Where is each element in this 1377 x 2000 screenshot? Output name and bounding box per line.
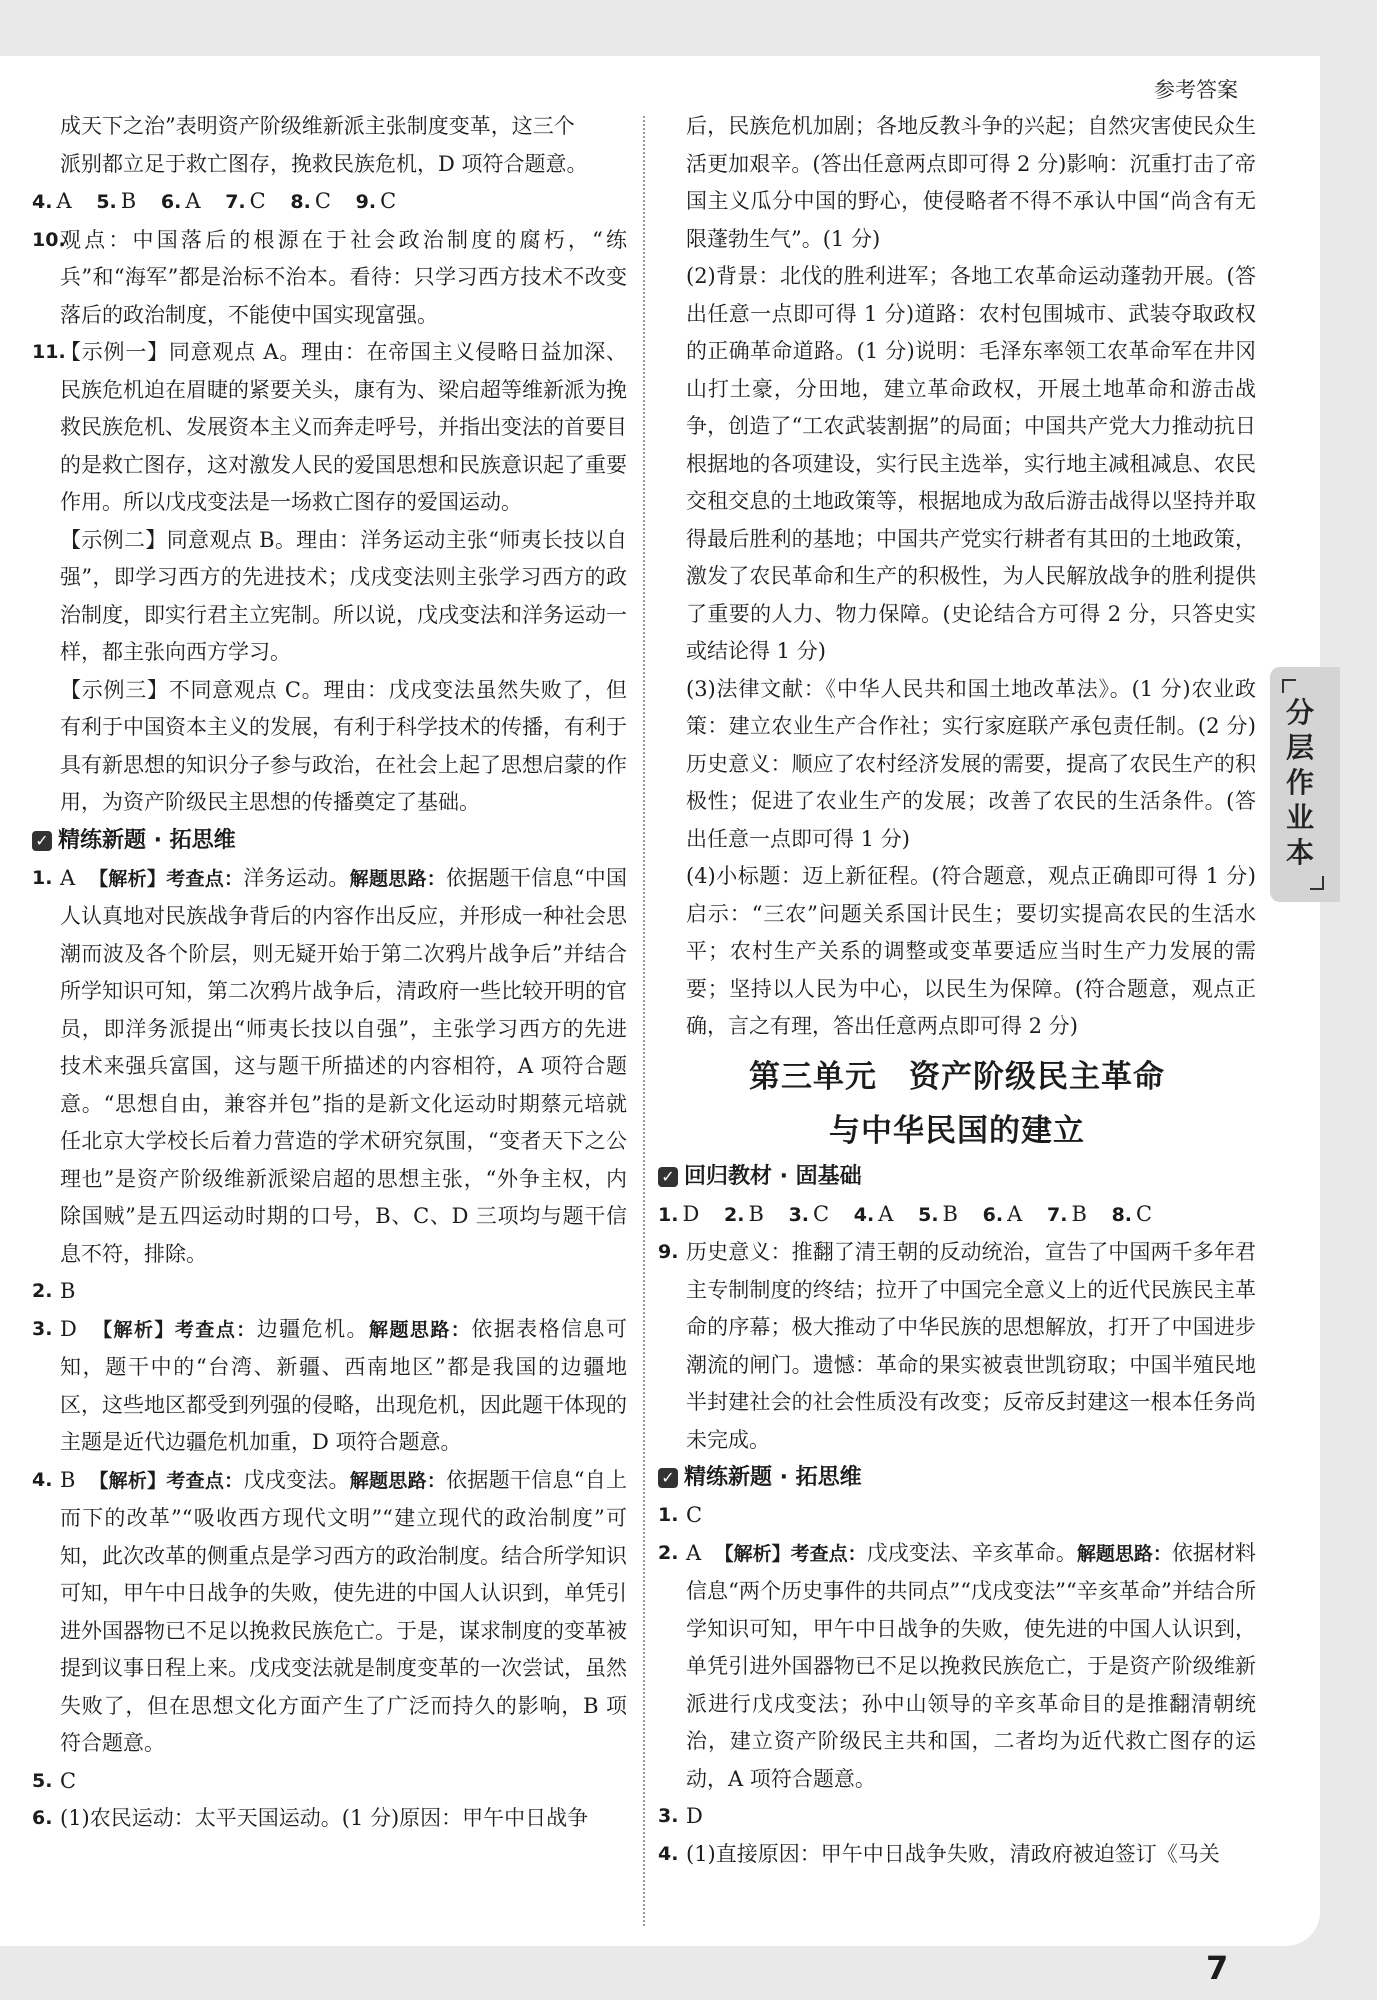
- q-number: 5.: [32, 1769, 53, 1792]
- q-number: 7.: [1046, 1203, 1068, 1226]
- page-header: 参考答案: [1154, 78, 1238, 102]
- left-column: [32, 108, 627, 1838]
- answer-letter: B: [60, 1279, 76, 1303]
- q-number: 1.: [658, 1504, 679, 1526]
- question-11: [32, 334, 627, 822]
- q-number: 4.: [32, 191, 53, 213]
- unit-title-line: 第三单元 资产阶级民主革命: [749, 1058, 1165, 1095]
- q-answer: B: [942, 1201, 958, 1226]
- key-point-label: 考查点：: [166, 867, 244, 890]
- solution-label: 解题思路：: [349, 1469, 447, 1492]
- answer-text: 观点：中国落后的根源在于社会政治制度的腐朽，“练兵”和“海军”都是治标不治本。看待：只学习西方技术不改变落后的政治制度，不能使中国实现富强。: [60, 227, 627, 327]
- text-line: 成天下之治”表明资产阶级维新派主张制度变革，这三个: [60, 114, 575, 138]
- answer-6-part1-cont: 后，民族危机加剧；各地反教斗争的兴起；自然灾害使民众生活更加艰辛。(答出任意两点即可得 2 分)影响：沉重打击了帝国主义瓜分中国的野心，使侵略者不得不承认中国“尚含有无限蓬勃生气”。(1 分): [686, 114, 1256, 251]
- check-icon: ✓: [32, 831, 52, 851]
- answer-letter: A: [60, 865, 76, 890]
- q-answer: D: [682, 1201, 700, 1226]
- section-heading: [658, 1459, 1256, 1497]
- q-number: 8.: [1111, 1203, 1133, 1226]
- answer-1: [658, 1497, 1256, 1535]
- key-point: 洋务运动。: [243, 865, 350, 890]
- key-point: 戊戌变法。: [243, 1467, 350, 1492]
- question-10: [32, 222, 627, 335]
- example-3: 【示例三】不同意观点 C。理由：戊戌变法虽然失败了，但有利于中国资本主义的发展，有利于科学技术的传播，有利于具有新思想的知识分子参与政治，在社会上起了思想启蒙的作用，为资产阶级民主思想的传播奠定了基础。: [60, 677, 627, 814]
- question-9: [658, 1234, 1256, 1459]
- q-number: 2.: [32, 1280, 53, 1302]
- unit-title-line: 与中华民国的建立: [829, 1112, 1085, 1149]
- section-heading: [32, 822, 627, 860]
- answer-2: [658, 1535, 1256, 1799]
- answer-letter: C: [686, 1503, 703, 1527]
- answer-5: [32, 1763, 627, 1801]
- q-answer: A: [1007, 1201, 1023, 1226]
- check-icon: ✓: [658, 1167, 678, 1187]
- check-icon: ✓: [658, 1468, 678, 1488]
- solution-label: 解题思路：: [349, 867, 447, 890]
- q-answer: C: [380, 189, 397, 213]
- answer-6-part4: (4)小标题：迈上新征程。(符合题意，观点正确即可得 1 分)启示：“三农”问题关系国计民生；要切实提高农民的生活水平；农村生产关系的调整或变革要适应当时生产力发展的需要；坚持以人民为中心，以民生为保障。(符合题意，观点正确，言之有理，答出任意两点即可得 2 分): [686, 864, 1256, 1038]
- page-number: 7: [1206, 1949, 1229, 1987]
- answer-2: [32, 1273, 627, 1311]
- answer-letter: A: [686, 1540, 702, 1565]
- answer-1: [32, 860, 627, 1274]
- q-number: 4.: [853, 1203, 875, 1226]
- solution-text: 依据材料信息“两个历史事件的共同点”“戊戌变法”“辛亥革命”并结合所学知识可知，甲午中日战争的失败，使先进的中国人认识到，单凭引进外国器物已不足以挽救民族危亡，于是资产阶级维新派进行戊戌变法；孙中山领导的辛亥革命目的是推翻清朝统治，建立资产阶级民主共和国，二者均为近代救亡图存的运动，A 项符合题意。: [686, 1540, 1256, 1791]
- text-line: 派别都立足于救亡图存，挽救民族危机，D 项符合题意。: [60, 151, 588, 176]
- q-number: 2.: [658, 1541, 679, 1564]
- analysis-label: 【解析】: [89, 867, 167, 890]
- side-tab-label: 分层作业本: [1285, 696, 1314, 869]
- solution-text: 依据表格信息可知，题干中的“台湾、新疆、西南地区”都是我国的边疆地区，这些地区都受到列强的侵略，出现危机，因此题干体现的主题是近代边疆危机加重，D 项符合题意。: [60, 1316, 627, 1454]
- q-number: 8.: [290, 191, 311, 213]
- analysis-label: 【解析】: [89, 1469, 167, 1492]
- answer-4: [32, 1462, 627, 1763]
- q-number: 3.: [658, 1805, 679, 1827]
- answer-text: (1)直接原因：甲午中日战争失败，清政府被迫签订《马关: [686, 1841, 1220, 1866]
- solution-label: 解题思路：: [1076, 1542, 1172, 1565]
- bracket-open-icon: [1282, 679, 1296, 693]
- solution-text: 依据题干信息“中国人认真地对民族战争背后的内容作出反应，并形成一种社会思潮而波及各个阶层，则无疑开始于第二次鸦片战争后”并结合所学知识可知，第二次鸦片战争后，清政府一些比较开明的官员，即洋务派提出“师夷长技以自强”，主张学习西方的先进技术来强兵富国，这与题干所描述的内容相符，A 项符合题意。“思想自由，兼容并包”指的是新文化运动时期蔡元培就任北京大学校长后着力营造的学术研究氛围，“变者天下之公理也”是资产阶级维新派梁启超的思想主张，“外争主权，内除国贼”是五四运动时期的口号，B、C、D 三项均与题干信息不符，排除。: [60, 865, 627, 1266]
- answer-text: 历史意义：推翻了清王朝的反动统治，宣告了中国两千多年君主专制制度的终结；拉开了中国完全意义上的近代民族民主革命的序幕；极大推动了中华民族的思想解放，打开了中国进步潮流的闸门。遗憾：革命的果实被袁世凯窃取；中国半殖民地半封建社会的社会性质没有改变；反帝反封建这一根本任务尚未完成。: [686, 1240, 1256, 1452]
- answer-3: [32, 1311, 627, 1462]
- q-number: 5.: [918, 1203, 939, 1226]
- q-answer: C: [249, 189, 266, 213]
- right-column: [658, 108, 1256, 1873]
- q-number: 3.: [788, 1203, 810, 1226]
- q-answer: B: [120, 189, 137, 213]
- section-title: 精练新题 · 拓思维: [684, 1465, 862, 1491]
- answer-3: [658, 1798, 1256, 1836]
- analysis-label: 【解析】: [93, 1318, 175, 1341]
- analysis-label: 【解析】: [714, 1542, 791, 1565]
- q-number: 6.: [32, 1807, 53, 1829]
- q-answer: C: [813, 1201, 830, 1226]
- section-heading: [658, 1158, 1256, 1196]
- q-number: 10.: [32, 228, 66, 251]
- q-number: 3.: [32, 1317, 53, 1340]
- q-number: 4.: [658, 1842, 679, 1865]
- answer-letter: D: [686, 1804, 703, 1828]
- unit-title: [658, 1050, 1256, 1158]
- q-number: 6.: [982, 1203, 1004, 1226]
- q-answer: A: [185, 189, 201, 213]
- answer-6: [32, 1800, 627, 1838]
- q-number: 5.: [96, 191, 117, 213]
- q-answer: B: [748, 1201, 764, 1226]
- key-point-label: 考查点：: [790, 1542, 867, 1565]
- q-number: 6.: [160, 191, 182, 213]
- q-number: 11.: [32, 341, 66, 363]
- q-answer: B: [1071, 1201, 1087, 1226]
- q-number: 1.: [32, 866, 53, 889]
- q-number: 9.: [355, 191, 377, 213]
- q-answer: C: [1136, 1201, 1153, 1226]
- mcq-answers: [658, 1196, 1256, 1235]
- solution-text: 依据题干信息“自上而下的改革”“吸收西方现代文明”“建立现代的政治制度”可知，此次改革的侧重点是学习西方的政治制度。结合所学知识可知，甲午中日战争的失败，使先进的中国人认识到，单凭引进外国器物已不足以挽救民族危亡。于是，谋求制度的变革被提到议事日程上来。戊戌变法就是制度变革的一次尝试，虽然失败了，但在思想文化方面产生了广泛而持久的影响，B 项符合题意。: [60, 1467, 627, 1755]
- answer-6-part3: (3)法律文献：《中华人民共和国土地改革法》。(1 分)农业政策：建立农业生产合作社；实行家庭联产承包责任制。(2 分)历史意义：顺应了农村经济发展的需要，提高了农民生产的积极性；促进了农业生产的发展；改善了农民的生活条件。(答出任意一点即可得 1 分): [686, 676, 1256, 851]
- section-title: 回归教材 · 固基础: [684, 1163, 862, 1189]
- q-number: 4.: [32, 1468, 53, 1491]
- q-number: 2.: [723, 1203, 745, 1226]
- key-point-label: 考查点：: [174, 1318, 257, 1341]
- answer-letter: D: [60, 1316, 77, 1341]
- key-point: 戊戌变法、辛亥革命。: [866, 1540, 1077, 1565]
- side-tab: [1270, 667, 1340, 902]
- answer-4: [658, 1836, 1256, 1874]
- answer-letter: C: [60, 1768, 77, 1793]
- key-point: 边疆危机。: [256, 1316, 369, 1341]
- answer-6-part2: (2)背景：北伐的胜利进军；各地工农革命运动蓬勃开展。(答出任意一点即可得 1 分)道路：农村包围城市、武装夺取政权的正确革命道路。(1 分)说明：毛泽东率领工农革命军在井冈山打土豪，分田地，建立革命政权，开展土地革命和游击战争，创造了“工农武装割据”的局面；中国共产党大力推动抗日根据地的各项建设，实行民主选举，实行地主减租减息、农民交租交息的土地政策等，根据地成为敌后游击战得以坚持并取得最后胜利的基地；中国共产党实行耕者有其田的土地政策，激发了农民革命和生产的积极性，为人民解放战争的胜利提供了重要的人力、物力保障。(史论结合方可得 2 分，只答史实或结论得 1 分): [686, 264, 1256, 663]
- mcq-answers: [32, 183, 627, 222]
- section-title: 精练新题 · 拓思维: [58, 827, 236, 853]
- q-answer: A: [878, 1201, 894, 1226]
- q-number: 1.: [658, 1203, 679, 1226]
- solution-label: 解题思路：: [369, 1318, 472, 1341]
- answer-letter: B: [60, 1467, 76, 1492]
- example-1: 【示例一】同意观点 A。理由：在帝国主义侵略日益加深、民族危机迫在眉睫的紧要关头，康有为、梁启超等维新派为挽救民族危机、发展资本主义而奔走呼号，并指出变法的首要目的是救亡图存，这对激发人民的爱国思想和民族意识起了重要作用。所以戊戌变法是一场救亡图存的爱国运动。: [60, 340, 627, 514]
- answer-page: [0, 56, 1320, 1987]
- q-answer: A: [56, 189, 72, 213]
- q-number: 7.: [225, 191, 246, 213]
- column-divider: [643, 116, 645, 1926]
- bracket-close-icon: [1310, 876, 1324, 890]
- q-number: 9.: [658, 1241, 679, 1263]
- key-point-label: 考查点：: [166, 1469, 244, 1492]
- answer-text: (1)农民运动：太平天国运动。(1 分)原因：甲午中日战争: [60, 1806, 589, 1830]
- example-2: 【示例二】同意观点 B。理由：洋务运动主张“师夷长技以自强”，即学习西方的先进技术；戊戌变法则主张学习西方的政治制度，即实行君主立宪制。所以说，戊戌变法和洋务运动一样，都主张向西方学习。: [60, 527, 627, 664]
- q-answer: C: [314, 189, 331, 213]
